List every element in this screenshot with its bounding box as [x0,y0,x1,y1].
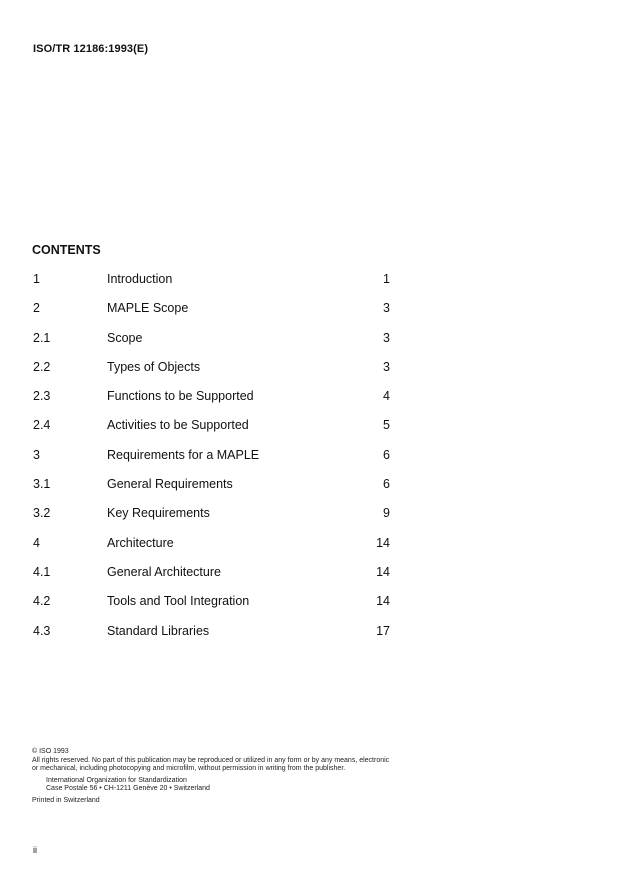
toc-entry-title: Activities to be Supported [107,418,249,433]
toc-entry-number: 2.1 [33,330,51,345]
toc-entry-page: 14 [376,594,390,609]
organization-address: Case Postale 56 • CH-1211 Genève 20 • Switzerland [46,785,210,793]
toc-entry-number: 2.2 [33,359,51,374]
toc-entry-number: 1 [33,272,40,286]
toc-entry-title: Introduction [107,272,173,286]
toc-entry-page: 3 [383,359,390,374]
toc-entry [33,533,393,562]
toc-entry-title: Scope [107,330,143,345]
toc-entry-title: Types of Objects [107,359,201,374]
copyright-notice: © ISO 1993 [32,748,69,755]
toc-entry-page: 3 [383,301,390,316]
toc-entry-page: 14 [376,535,390,550]
toc-entry-page: 3 [383,330,390,345]
toc-entry-number: 2.4 [33,418,51,433]
rights-statement: All rights reserved. No part of this publication may be reproduced or utilized in any form or by any means, electronic or mechanical, including photocopying and microfilm, without permission in writing from the publisher. [32,756,390,773]
toc-entry-title: Key Requirements [107,506,210,521]
toc-entry-page: 4 [383,389,390,404]
document-identifier: ISO/TR 12186:1993(E) [33,43,149,55]
toc-entry-page: 6 [383,447,390,462]
toc-entry-number: 2.3 [33,389,51,404]
toc-entry-title: Tools and Tool Integration [107,594,250,609]
toc-entry-page: 1 [383,272,390,286]
organization-name: International Organization for Standardization [46,776,187,784]
toc-entry [33,415,393,444]
toc-entry-page: 17 [376,623,390,638]
toc-entry [33,328,393,357]
toc-entry-page: 6 [383,477,390,492]
copyright-block [32,748,392,806]
toc-entry [33,357,393,386]
contents-heading: CONTENTS [32,243,101,257]
toc-entry [33,591,393,620]
toc-entry-title: Functions to be Supported [107,389,254,404]
toc-entry-page: 14 [376,564,390,579]
toc-entry-title: Requirements for a MAPLE [107,447,260,462]
toc-entry [33,386,393,415]
toc-entry-number: 3 [33,447,40,462]
table-of-contents [33,269,393,650]
toc-entry-title: MAPLE Scope [107,301,189,316]
toc-entry-title: General Architecture [107,564,221,579]
toc-entry-title: Standard Libraries [107,623,210,638]
toc-entry-number: 4.1 [33,564,51,579]
toc-entry-page: 5 [383,418,390,433]
toc-entry-number: 2 [33,301,40,316]
toc-entry [33,269,393,298]
toc-entry [33,562,393,591]
toc-entry [33,621,393,650]
toc-entry-title: Architecture [107,535,174,550]
toc-entry-number: 4.2 [33,594,51,609]
toc-entry [33,474,393,503]
toc-entry-title: General Requirements [107,477,233,492]
toc-entry [33,298,393,327]
toc-entry-number: 4 [33,535,40,550]
toc-entry-page: 9 [383,506,390,521]
printed-in: Printed in Switzerland [32,796,100,804]
page-number: ii [33,845,37,855]
toc-entry [33,445,393,474]
toc-entry [33,503,393,532]
toc-entry-number: 3.1 [33,477,51,492]
toc-entry-number: 4.3 [33,623,51,638]
toc-entry-number: 3.2 [33,506,51,521]
